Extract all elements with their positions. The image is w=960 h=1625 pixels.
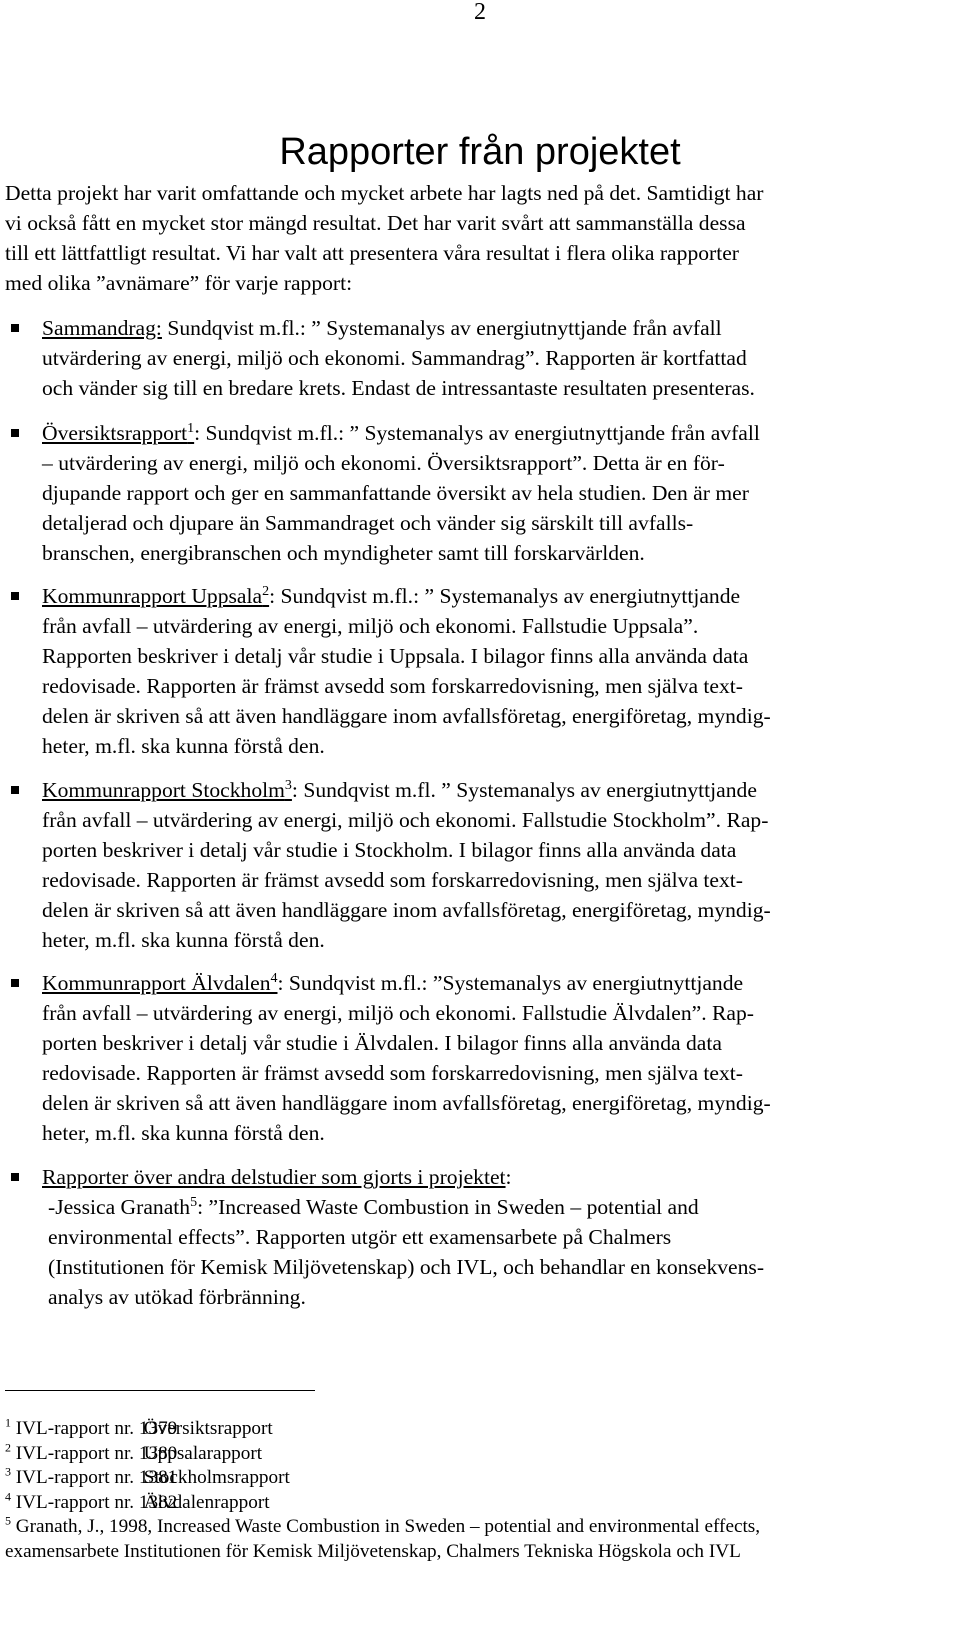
page-number: 2 xyxy=(474,0,486,25)
report-citation: Sundqvist m.fl.: ” Systemanalys av energiutnyttjande från avfall xyxy=(161,316,722,340)
report-item-line: analys av utökad förbränning. xyxy=(48,1285,306,1309)
report-heading: Översiktsrapport$^1$ xyxy=(42,420,195,445)
report-citation: : Sundqvist m.fl.: ”Systemanalys av energiutnyttjande xyxy=(277,971,744,995)
report-item-line: delen är skriven så att även handläggare inom avfallsföretag, energiföretag, myndig- xyxy=(42,1091,771,1115)
footnote: $^2$ IVL-rapport nr. 1380Uppsalarapport xyxy=(5,1440,263,1464)
report-item-line: redovisade. Rapporten är främst avsedd som forskarredovisning, men själva text- xyxy=(42,868,743,892)
intro-line: vi också fått en mycket stor mängd resultat. Det har varit svårt att sammanställa dessa xyxy=(5,211,746,235)
report-list xyxy=(0,968,930,1162)
footnote-ref: 5 xyxy=(190,1194,198,1210)
report-item-line: (Institutionen för Kemisk Miljövetenskap) och IVL, och behandlar en konsekvens- xyxy=(48,1255,765,1279)
report-item-line: Rapporten beskriver i detalj vår studie i Uppsala. I bilagor finns alla använda data xyxy=(42,644,749,668)
report-item-line: -Jessica Granath$^5$: ”Increased Waste Combustion in Sweden – potential and xyxy=(48,1194,699,1219)
footnote-ref: 2 xyxy=(262,583,270,599)
report-citation: : Sundqvist m.fl.: ” Systemanalys av energiutnyttjande från avfall xyxy=(194,421,760,445)
report-item-line: heter, m.fl. ska kunna förstå den. xyxy=(42,928,325,952)
report-heading: Rapporter över andra delstudier som gjorts i projektet xyxy=(42,1165,506,1189)
report-item-line: delen är skriven så att även handläggare inom avfallsföretag, energiföretag, myndig- xyxy=(42,898,771,922)
bullet-icon xyxy=(11,592,19,600)
footnote: $^5$ Granath, J., 1998, Increased Waste Combustion in Sweden – potential and environmental effects, xyxy=(5,1513,761,1537)
report-item-first-line xyxy=(42,968,930,998)
intro-paragraph xyxy=(5,178,935,298)
intro-line: Detta projekt har varit omfattande och mycket arbete har lagts ned på det. Samtidigt har xyxy=(5,181,764,205)
report-item-line: heter, m.fl. ska kunna förstå den. xyxy=(42,1121,325,1145)
bullet-icon xyxy=(11,429,19,437)
report-item-oversiktsrapport xyxy=(0,418,930,568)
report-item-first-line xyxy=(42,775,930,805)
report-item-first-line xyxy=(42,313,930,343)
report-item-alvdalen xyxy=(0,968,930,1148)
report-item-line: från avfall – utvärdering av energi, miljö och ekonomi. Fallstudie Stockholm”. Rap- xyxy=(42,808,769,832)
report-list xyxy=(0,313,930,417)
report-item-line: branschen, energibranschen och myndigheter samt till forskarvärlden. xyxy=(42,541,645,565)
footnotes xyxy=(5,1417,935,1564)
footnote-ref: 1 xyxy=(187,420,195,436)
bullet-icon xyxy=(11,1173,19,1181)
report-heading: Kommunrapport Stockholm$^3$ xyxy=(42,777,292,802)
footnote-separator xyxy=(5,1390,315,1391)
bullet-icon xyxy=(11,786,19,794)
report-item-line: detaljerad och djupare än Sammandraget och vänder sig särskilt till avfalls- xyxy=(42,511,694,535)
report-citation: : Sundqvist m.fl. ” Systemanalys av energiutnyttjande xyxy=(291,778,757,802)
report-item-line: environmental effects”. Rapporten utgör ett examensarbete på Chalmers xyxy=(48,1225,672,1249)
report-item-line: – utvärdering av energi, miljö och ekonomi. Översiktsrapport”. Detta är en för- xyxy=(42,451,725,475)
report-item-uppsala xyxy=(0,581,930,761)
report-heading: Kommunrapport Älvdalen$^4$ xyxy=(42,970,278,995)
report-item-line: från avfall – utvärdering av energi, miljö och ekonomi. Fallstudie Älvdalen”. Rap- xyxy=(42,1001,754,1025)
footnote: $^3$ IVL-rapport nr. 1381Stockholmsrapport xyxy=(5,1464,290,1488)
report-item-first-line xyxy=(42,581,930,611)
report-item-first-line xyxy=(42,418,930,448)
footnote: $^1$ IVL-rapport nr. 1379Översiktsrapport xyxy=(5,1415,273,1439)
report-list xyxy=(0,581,930,775)
intro-line: med olika ”avnämare” för varje rapport: xyxy=(5,271,353,295)
report-item-other-studies xyxy=(0,1162,930,1312)
report-heading: Kommunrapport Uppsala$^2$ xyxy=(42,583,270,608)
report-heading: Sammandrag: xyxy=(42,316,162,340)
report-item-line: heter, m.fl. ska kunna förstå den. xyxy=(42,734,325,758)
report-item-line: redovisade. Rapporten är främst avsedd som forskarredovisning, men själva text- xyxy=(42,1061,743,1085)
report-list xyxy=(0,418,930,582)
footnote: $^4$ IVL-rapport nr. 1382Älvdalenrapport xyxy=(5,1489,270,1513)
report-citation: : Sundqvist m.fl.: ” Systemanalys av energiutnyttjande xyxy=(269,584,741,608)
footnote-ref: 3 xyxy=(284,777,292,793)
footnote-ref: 4 xyxy=(270,970,278,986)
bullet-icon xyxy=(11,979,19,987)
bullet-icon xyxy=(11,324,19,332)
report-item-line: delen är skriven så att även handläggare inom avfallsföretag, energiföretag, myndig- xyxy=(42,704,771,728)
report-item-line: och vänder sig till en bredare krets. Endast de intressantaste resultaten presenteras. xyxy=(42,376,755,400)
report-item-stockholm xyxy=(0,775,930,955)
page-title: Rapporter från projektet xyxy=(279,131,681,173)
report-item-first-line: Rapporter över andra delstudier som gjorts i projektet: xyxy=(42,1165,512,1189)
report-list xyxy=(0,775,930,969)
report-item-line: porten beskriver i detalj vår studie i Stockholm. I bilagor finns alla använda data xyxy=(42,838,737,862)
report-item-line: utvärdering av energi, miljö och ekonomi. Sammandrag”. Rapporten är kortfattad xyxy=(42,346,747,370)
report-list xyxy=(0,1162,930,1326)
report-item-line: porten beskriver i detalj vår studie i Älvdalen. I bilagor finns alla använda data xyxy=(42,1031,722,1055)
report-item-line: från avfall – utvärdering av energi, miljö och ekonomi. Fallstudie Uppsala”. xyxy=(42,614,699,638)
report-item-sammandrag xyxy=(0,313,930,403)
report-item-line: redovisade. Rapporten är främst avsedd som forskarredovisning, men själva text- xyxy=(42,674,743,698)
footnote-continuation: examensarbete Institutionen för Kemisk Miljövetenskap, Chalmers Tekniska Högskola och IVL xyxy=(5,1540,741,1562)
report-item-line: djupande rapport och ger en sammanfattande översikt av hela studien. Den är mer xyxy=(42,481,749,505)
intro-line: till ett lättfattligt resultat. Vi har valt att presentera våra resultat i flera olika rapporter xyxy=(5,241,739,265)
